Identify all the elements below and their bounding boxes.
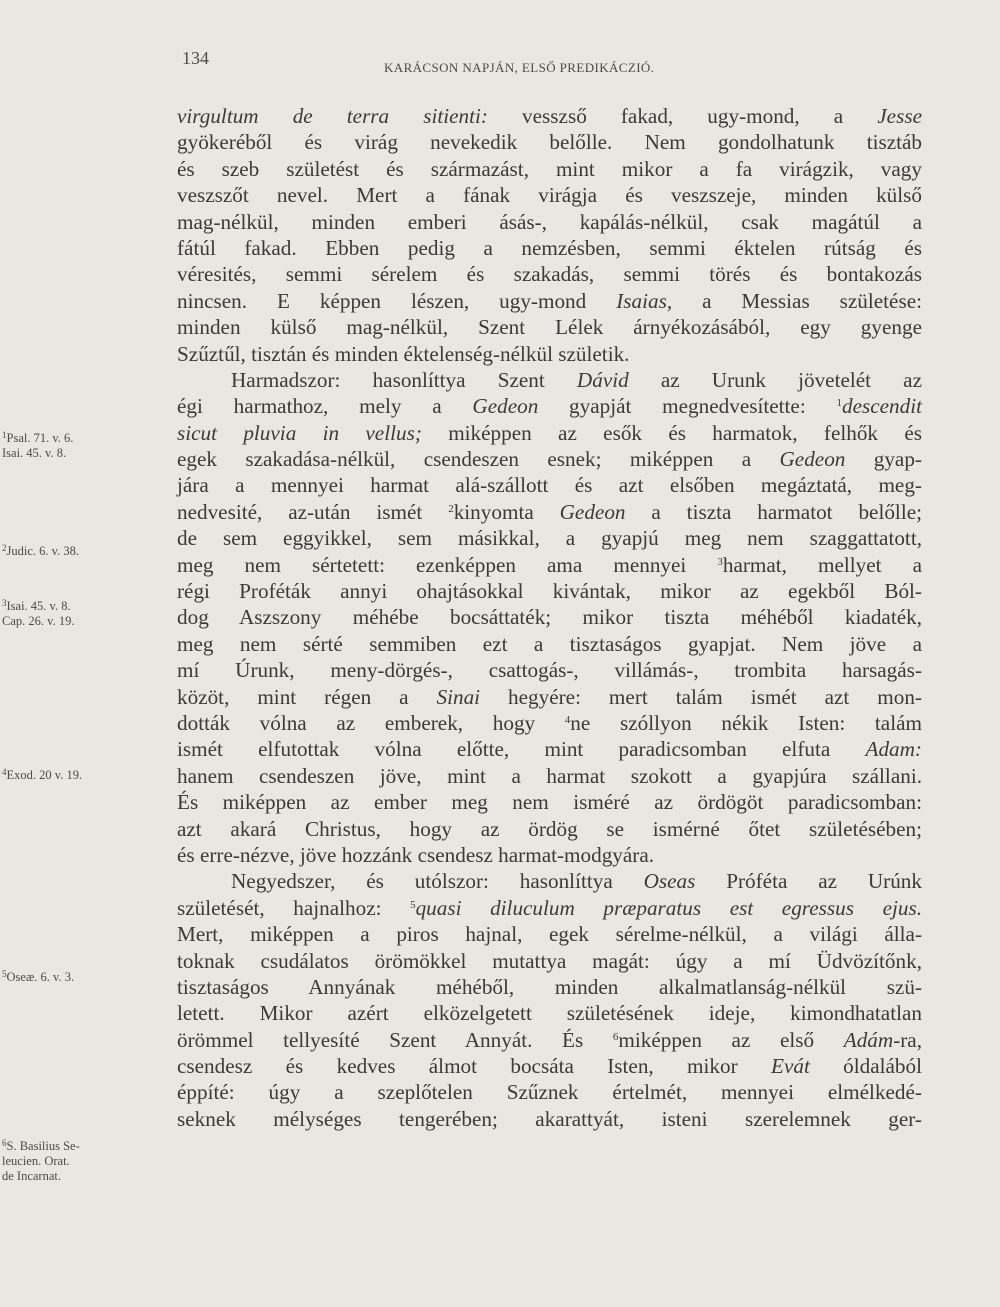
text-line bbox=[177, 684, 922, 710]
text-line bbox=[177, 367, 922, 393]
margin-note bbox=[2, 541, 180, 559]
text-run: veszszőt nevel. Mert a fának virágja és veszszeje, minden külső bbox=[177, 183, 922, 208]
text-line bbox=[177, 341, 922, 367]
footnote-marker: 1 bbox=[836, 397, 842, 410]
italic-text: quasi diluculum præparatus est egressus ejus. bbox=[415, 895, 923, 920]
text-run: Harmadszor: hasonlíttya Szent bbox=[231, 367, 577, 392]
note-marker: 4 bbox=[2, 767, 7, 777]
text-run: hegyére: mert talám ismét azt mon- bbox=[480, 684, 922, 709]
text-line bbox=[177, 842, 922, 868]
text-run: tisztaságos Annyának méhéből, minden alkalmatlanság-nélkül szü- bbox=[177, 974, 922, 999]
text-run: közöt, mint régen a bbox=[177, 684, 437, 709]
note-marker: 2 bbox=[2, 543, 7, 553]
italic-text: Gedeon bbox=[559, 499, 626, 524]
text-run: hanem csendeszen jöve, mint a harmat szokott a gyapjúra szállani. bbox=[177, 763, 922, 788]
text-run: toknak csudálatos örömökkel mutattya magát: úgy a mí Üdvözítőnk, bbox=[177, 948, 922, 973]
text-line bbox=[177, 129, 922, 155]
text-line bbox=[177, 156, 922, 182]
text-run: -ra, bbox=[893, 1027, 922, 1052]
text-line bbox=[177, 552, 922, 578]
text-run: óldalából bbox=[809, 1054, 923, 1079]
italic-text: Oseas bbox=[643, 869, 696, 894]
text-line bbox=[177, 235, 922, 261]
text-run: égi harmathoz, mely a bbox=[177, 394, 473, 419]
text-run: nincsen. E képpen lészen, ugy-mond bbox=[177, 288, 617, 313]
text-run: mí Úrunk, meny-dörgés-, csattogás-, villámás-, trombita harsagás- bbox=[177, 658, 922, 683]
italic-text: Adam: bbox=[865, 737, 922, 762]
text-run: jára a mennyei harmat alá-szállott és azt elsőben megáztatá, meg- bbox=[177, 473, 922, 498]
text-run: kinyomta bbox=[453, 499, 560, 524]
note-text: Exod. 20 v. 19. bbox=[6, 768, 83, 782]
note-marker: 3 bbox=[2, 598, 7, 608]
text-line bbox=[177, 1000, 922, 1026]
text-run: régi Proféták annyi ohajtásokkal kivántak, mikor az egekből Ból- bbox=[177, 579, 922, 604]
text-line bbox=[177, 1027, 922, 1053]
text-run: meg nem sérté semmiben ezt a tisztaságos gyapjat. Nem jöve a bbox=[177, 631, 922, 656]
text-line bbox=[177, 578, 922, 604]
text-run: egek szakadása-nélkül, csendeszen esnek; miképpen a bbox=[177, 447, 780, 472]
footnote-marker: 5 bbox=[410, 898, 416, 911]
italic-text: virgultum de terra sitienti: bbox=[177, 104, 488, 128]
italic-text: Dávid bbox=[576, 367, 629, 392]
text-line bbox=[177, 736, 922, 762]
text-line bbox=[177, 789, 922, 815]
italic-text: Jesse bbox=[877, 104, 922, 128]
text-run: a Messias születése: bbox=[672, 288, 922, 313]
note-text: S. Basilius Se- bbox=[6, 1139, 80, 1153]
text-run: Negyedszer, és utólszor: hasonlíttya bbox=[231, 869, 644, 894]
note-text: Isai. 45. v. 8. bbox=[2, 446, 67, 460]
text-run: harmat, mellyet a bbox=[722, 552, 922, 577]
text-line bbox=[177, 446, 922, 472]
italic-text: Evát bbox=[771, 1054, 810, 1079]
text-run: miképpen az esők és harmatok, felhők és bbox=[421, 420, 922, 445]
text-run: ismét elfutottak vólna előtte, mint paradicsomban elfuta bbox=[177, 737, 866, 762]
text-run: Szűztűl, tisztán és minden éktelenség-nélkül születik. bbox=[177, 341, 630, 366]
text-line bbox=[177, 499, 922, 525]
text-run: véresités, semmi sérelem és szakadás, semmi törés és bontakozás bbox=[177, 262, 922, 287]
text-run: nedvesité, az-után ismét bbox=[177, 499, 449, 524]
text-run: seknek mélységes tengerében; akarattyát, isteni szerelemnek ger- bbox=[177, 1106, 922, 1131]
footnote-marker: 4 bbox=[564, 713, 571, 726]
note-text: Psal. 71. v. 6. bbox=[6, 431, 74, 445]
text-line bbox=[177, 895, 922, 921]
text-line bbox=[177, 763, 922, 789]
text-run: gyap- bbox=[845, 447, 922, 472]
text-run: születését, hajnalhoz: bbox=[177, 895, 411, 920]
body-text bbox=[177, 103, 922, 1132]
text-line bbox=[177, 1079, 922, 1105]
note-text: Isai. 45. v. 8. bbox=[6, 599, 71, 613]
text-line bbox=[177, 974, 922, 1000]
text-run: gyapját megnedvesítette: bbox=[538, 394, 837, 419]
text-line bbox=[177, 288, 922, 314]
text-run: a tiszta harmatot belőlle; bbox=[625, 499, 922, 524]
text-line bbox=[177, 1106, 922, 1132]
page-number: 134 bbox=[182, 48, 209, 68]
footnote-marker: 2 bbox=[448, 502, 454, 515]
text-line bbox=[177, 103, 922, 129]
italic-text: sicut pluvia in vellus; bbox=[177, 420, 422, 445]
note-marker: 6 bbox=[2, 1138, 7, 1148]
text-line bbox=[177, 657, 922, 683]
text-run: azt akará Christus, hogy az ördög se ismérné őtet születésében; bbox=[177, 816, 922, 841]
text-line bbox=[177, 1053, 922, 1079]
text-run: vesszső fakad, ugy-mond, a bbox=[487, 104, 878, 128]
text-run: dották vólna az emberek, hogy bbox=[177, 710, 565, 735]
text-line bbox=[177, 710, 922, 736]
text-run: örömmel tellyesíté Szent Annyát. És bbox=[177, 1027, 613, 1052]
text-run: és szeb születést és származást, mint mikor a fa virágzik, vagy bbox=[177, 156, 922, 181]
text-run: meg nem sértetett: ezenképpen ama mennyei bbox=[177, 552, 718, 577]
text-line bbox=[177, 261, 922, 287]
text-line bbox=[177, 209, 922, 235]
text-run: letett. Mikor azért elközelgetett születésének ideje, kimondhatatlan bbox=[177, 1001, 922, 1026]
note-text: Oseæ. 6. v. 3. bbox=[6, 970, 75, 984]
italic-text: Gedeon bbox=[472, 394, 539, 419]
note-marker: 5 bbox=[2, 969, 7, 979]
text-run: de sem eggyikkel, sem másikkal, a gyapjú meg nem szaggattatott, bbox=[177, 526, 922, 551]
note-text: Judic. 6. v. 38. bbox=[6, 544, 79, 558]
text-run: és erre-nézve, jöve hozzánk csendesz harmat-modgyára. bbox=[177, 842, 655, 867]
text-run: minden külső mag-nélkül, Szent Lélek árnyékozásából, egy gyenge bbox=[177, 315, 922, 340]
text-run: És miképpen az ember meg nem isméré az ördögöt paradicsomban: bbox=[177, 790, 922, 815]
text-run: fátúl fakad. Ebben pedig a nemzésben, semmi éktelen rútság és bbox=[177, 235, 922, 260]
margin-note bbox=[2, 765, 180, 783]
note-text: Cap. 26. v. 19. bbox=[2, 614, 75, 628]
text-run: ne szóllyon nékik Isten: talám bbox=[570, 710, 922, 735]
margin-note bbox=[2, 428, 180, 461]
note-text: leucien. Orat. bbox=[2, 1154, 70, 1168]
footnote-marker: 6 bbox=[612, 1030, 619, 1043]
italic-text: Gedeon bbox=[779, 447, 846, 472]
margin-note bbox=[2, 1136, 180, 1184]
text-line bbox=[177, 816, 922, 842]
text-run: éppíté: úgy a szeplőtelen Szűznek értelmét, mennyei elmélkedé- bbox=[177, 1080, 922, 1105]
text-line bbox=[177, 182, 922, 208]
text-run: mag-nélkül, minden emberi ásás-, kapálás-nélkül, csak magátúl a bbox=[177, 209, 922, 234]
note-text: de Incarnat. bbox=[2, 1169, 61, 1183]
text-line bbox=[177, 921, 922, 947]
italic-text: Adám bbox=[843, 1027, 894, 1052]
footnote-marker: 3 bbox=[717, 555, 723, 568]
text-line bbox=[177, 948, 922, 974]
text-line bbox=[177, 314, 922, 340]
text-line bbox=[177, 393, 922, 419]
italic-text: descendit bbox=[841, 394, 922, 419]
text-line bbox=[177, 868, 922, 894]
text-run: gyökeréből és virág nevekedik belőlle. Nem gondolhatunk tisztáb bbox=[177, 130, 922, 155]
margin-note bbox=[2, 967, 180, 985]
italic-text: Sinai bbox=[436, 684, 481, 709]
text-line bbox=[177, 631, 922, 657]
text-line bbox=[177, 420, 922, 446]
text-run: miképpen az első bbox=[618, 1027, 844, 1052]
text-line bbox=[177, 604, 922, 630]
note-marker: 1 bbox=[2, 430, 7, 440]
text-line bbox=[177, 472, 922, 498]
text-run: dog Aszszony méhébe bocsáttaték; mikor tiszta méhéből kiadaték, bbox=[177, 605, 922, 630]
text-run: Próféta az Urúnk bbox=[695, 869, 922, 894]
text-run: az Urunk jövetelét az bbox=[628, 367, 922, 392]
text-line bbox=[177, 525, 922, 551]
text-run: csendesz és kedves álmot bocsáta Isten, mikor bbox=[177, 1054, 771, 1079]
text-run: Mert, miképpen a piros hajnal, egek sérelme-nélkül, a világi álla- bbox=[177, 922, 922, 947]
running-header: KARÁCSON NAPJÁN, ELSŐ PREDIKÁCZIÓ. bbox=[384, 60, 655, 75]
italic-text: Isaias, bbox=[616, 288, 673, 313]
margin-note bbox=[2, 596, 180, 629]
